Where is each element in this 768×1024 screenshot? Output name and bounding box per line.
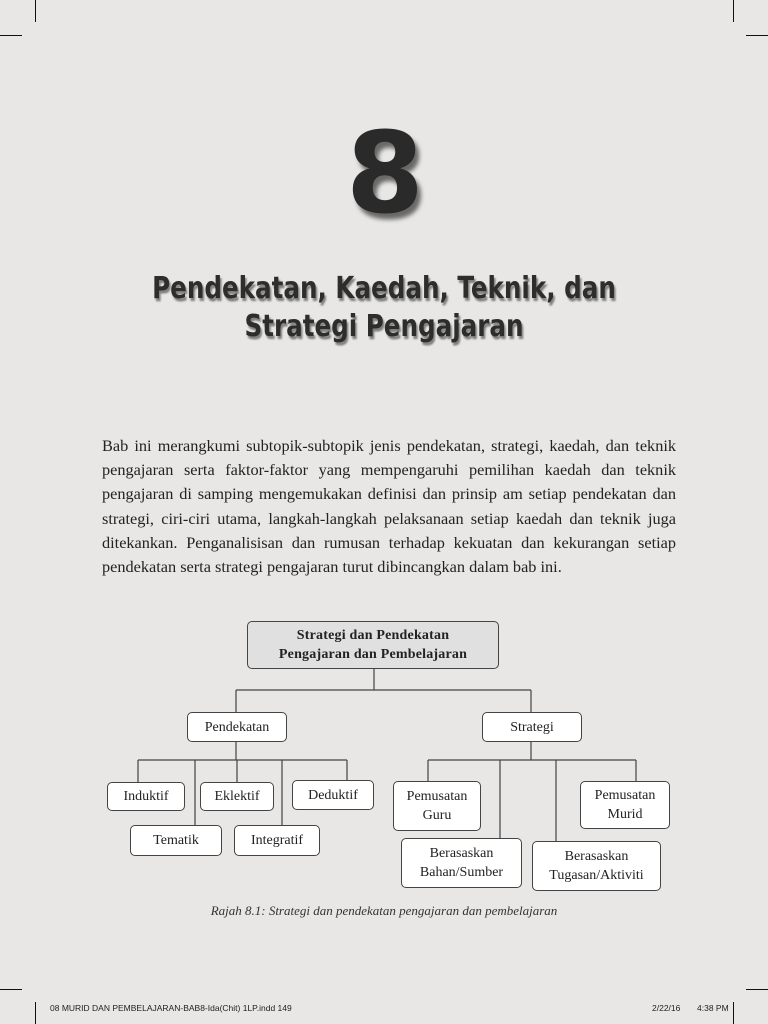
chapter-title-line-2: Strategi Pengajaran xyxy=(244,309,524,344)
node-induktif: Induktif xyxy=(107,782,185,811)
intro-paragraph: Bab ini merangkumi subtopik-subtopik jenis pendekatan, strategi, kaedah, dan teknik pengajaran serta faktor-faktor yang mempengaruhi pemilihan kaedah dan teknik pengajaran di samping mengemukakan definisi dan prinsip am setiap pendekatan dan strategi, ciri-ciri utama, langkah-langkah pelaksanaan setiap kaedah dan teknik juga ditekankan. Penganalisisan dan rumusan terhadap kekuatan dan kekurangan setiap pendekatan serta strategi pengajaran turut dibincangkan dalam bab ini. xyxy=(102,436,676,577)
node-strategi: Strategi xyxy=(482,712,582,742)
node-eklektif: Eklektif xyxy=(200,782,274,811)
node-berasaskan-bahan xyxy=(401,838,522,888)
node-tematik: Tematik xyxy=(130,825,222,856)
pemusatan-guru-line-1: Pemusatan xyxy=(406,789,468,804)
pemusatan-murid-line-2: Murid xyxy=(607,807,643,822)
tugasan-line-1: Berasaskan xyxy=(564,849,629,864)
chapter-title-line-1: Pendekatan, Kaedah, Teknik, dan xyxy=(152,271,616,306)
pemusatan-guru-line-2: Guru xyxy=(422,808,452,823)
bahan-line-1: Berasaskan xyxy=(429,846,494,861)
node-pemusatan-guru xyxy=(393,781,481,831)
node-pemusatan-murid xyxy=(580,781,670,829)
node-pendekatan: Pendekatan xyxy=(187,712,287,742)
node-integratif: Integratif xyxy=(234,825,320,856)
diagram-root-node xyxy=(247,621,499,669)
footer-date: 2/22/16 xyxy=(652,1003,681,1013)
node-berasaskan-tugasan xyxy=(532,841,661,891)
pemusatan-murid-line-1: Pemusatan xyxy=(594,788,656,803)
root-line-1: Strategi dan Pendekatan xyxy=(296,628,450,643)
root-line-2: Pengajaran dan Pembelajaran xyxy=(278,647,468,662)
footer-time: 4:38 PM xyxy=(697,1003,729,1013)
chapter-number: 8 xyxy=(346,109,422,239)
node-deduktif: Deduktif xyxy=(292,780,374,810)
figure-caption: Rajah 8.1: Strategi dan pendekatan pengajaran dan pembelajaran xyxy=(210,903,558,918)
footer-file-info: 08 MURID DAN PEMBELAJARAN-BAB8-Ida(Chit) 1LP.indd 149 xyxy=(50,1003,292,1013)
tugasan-line-2: Tugasan/Aktiviti xyxy=(549,868,644,883)
bahan-line-2: Bahan/Sumber xyxy=(419,865,504,880)
